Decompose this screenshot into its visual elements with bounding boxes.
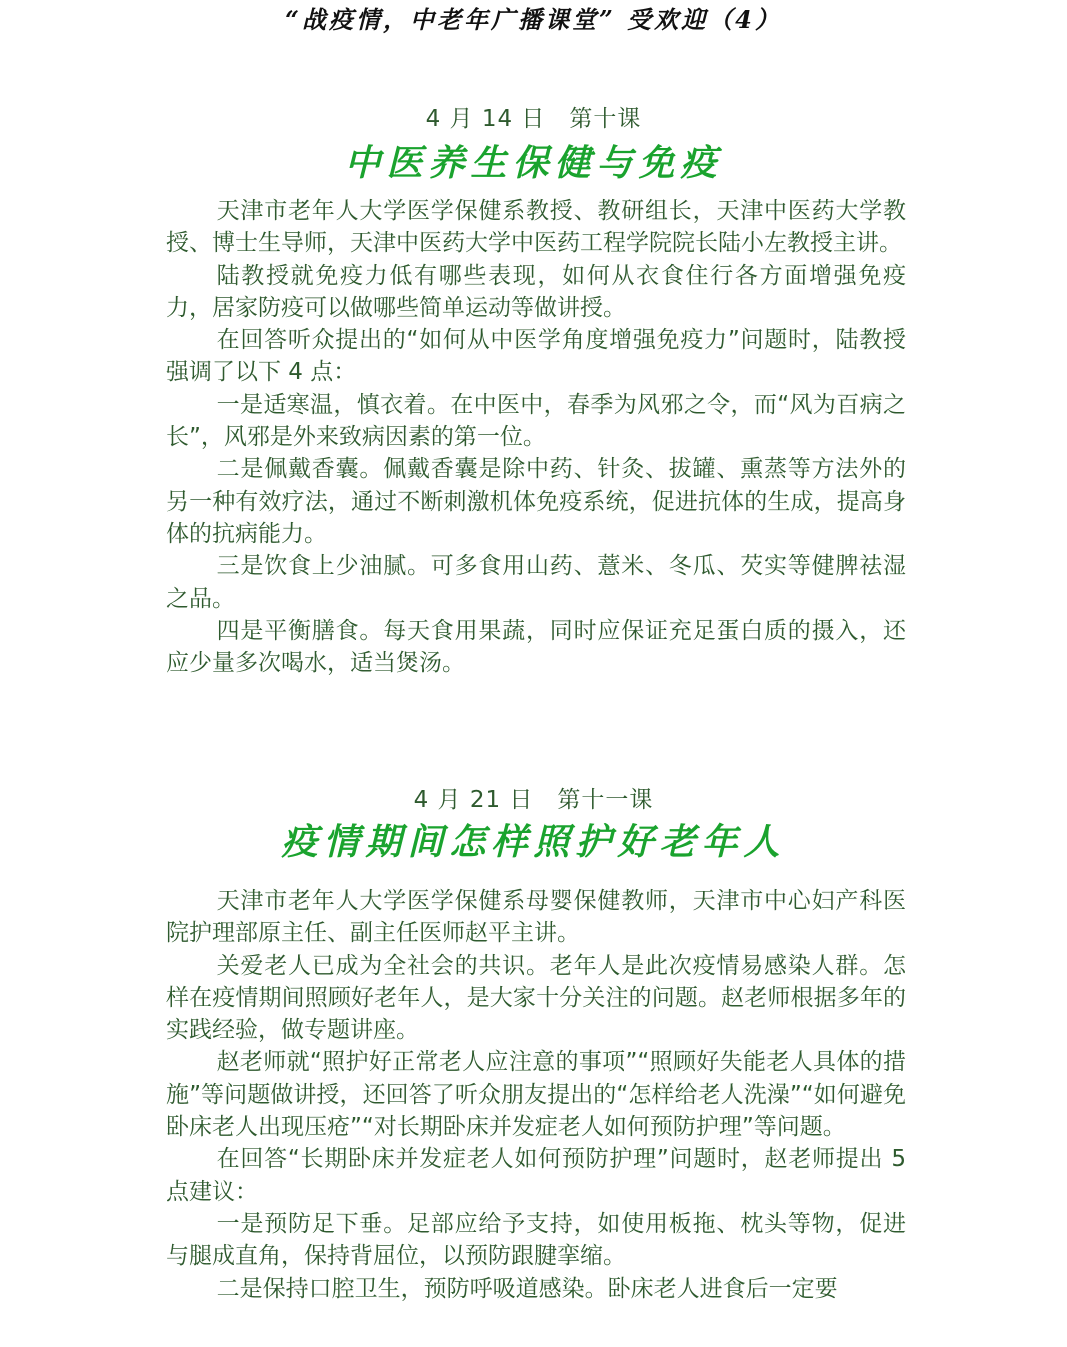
paragraph: 天津市老年人大学医学保健系教授、教研组长，天津中医药大学教授、博士生导师，天津中医药大学中医药工程学院院长陆小左教授主讲。	[166, 198, 906, 257]
paragraph: 关爱老人已成为全社会的共识。老年人是此次疫情易感染人群。怎样在疫情期间照顾好老年人，是大家十分关注的问题。赵老师根据多年的实践经验，做专题讲座。	[166, 952, 906, 1044]
lesson-2-heading	[0, 785, 1067, 865]
lesson-date: 4 月 14 日 第十课	[425, 106, 642, 132]
lesson-1-heading	[0, 104, 1067, 186]
lesson-title: 中医养生保健与免疫	[344, 142, 723, 184]
lesson-2-body	[166, 885, 906, 1305]
paragraph: 赵老师就“照护好正常老人应注意的事项”“照顾好失能老人具体的措施”等问题做讲授，还回答了听众朋友提出的“怎样给老人洗澡”“如何避免卧床老人出现压疮”“对长期卧床并发症老人如何预防护理”等问题。	[166, 1049, 906, 1141]
paragraph: 在回答“长期卧床并发症老人如何预防护理”问题时，赵老师提出 5 点建议：	[166, 1146, 906, 1205]
page-header-title: “战疫情，中老年广播课堂” 受欢迎（4）	[285, 5, 782, 34]
paragraph: 天津市老年人大学医学保健系母婴保健教师，天津市中心妇产科医院护理部原主任、副主任医师赵平主讲。	[166, 888, 906, 947]
paragraph: 一是预防足下垂。足部应给予支持，如使用板拖、枕头等物，促进与腿成直角，保持背屈位，以预防跟腱挛缩。	[166, 1210, 906, 1270]
lesson-1-body	[166, 195, 906, 679]
paragraph: 二是保持口腔卫生，预防呼吸道感染。卧床老人进食后一定要	[216, 1275, 838, 1302]
paragraph: 陆教授就免疫力低有哪些表现，如何从衣食住行各方面增强免疫力，居家防疫可以做哪些简单运动等做讲授。	[166, 262, 906, 321]
lesson-title: 疫情期间怎样照护好老年人	[281, 821, 786, 863]
paragraph: 一是适寒温，慎衣着。在中医中，春季为风邪之令，而“风为百病之长”，风邪是外来致病因素的第一位。	[166, 391, 906, 451]
paragraph: 三是饮食上少油腻。可多食用山药、薏米、冬瓜、芡实等健脾祛湿之品。	[166, 553, 906, 612]
lesson-date: 4 月 21 日 第十一课	[413, 787, 654, 813]
paragraph: 二是佩戴香囊。佩戴香囊是除中药、针灸、拔罐、熏蒸等方法外的另一种有效疗法，通过不断刺激机体免疫系统，促进抗体的生成，提高身体的抗病能力。	[166, 456, 906, 547]
paragraph: 在回答听众提出的“如何从中医学角度增强免疫力”问题时，陆教授强调了以下 4 点：	[166, 327, 906, 386]
paragraph: 四是平衡膳食。每天食用果蔬，同时应保证充足蛋白质的摄入，还应少量多次喝水，适当煲汤。	[166, 617, 906, 677]
